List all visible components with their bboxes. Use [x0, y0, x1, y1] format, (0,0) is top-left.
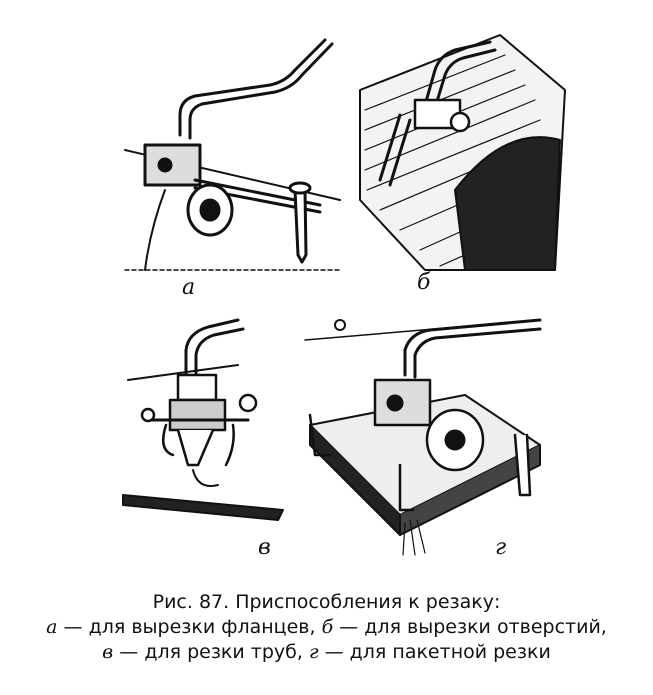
caption-line-2	[0, 640, 653, 665]
caption-text-d: — для пакетной резки	[318, 641, 551, 663]
panel-b-label: б	[417, 270, 431, 295]
stack-cutting-attachment-icon	[295, 305, 550, 575]
caption-letter-a: а	[46, 616, 58, 638]
flange-cutting-attachment-icon	[110, 30, 350, 280]
caption-text-b: — для вырезки отверстий,	[333, 616, 607, 638]
panel-d-label: г	[495, 535, 507, 560]
caption-text-c: — для резки труб,	[113, 641, 309, 663]
panel-c-label: в	[258, 535, 271, 560]
caption-letter-c: в	[102, 641, 114, 663]
hole-cutting-attachment-icon	[355, 30, 570, 280]
panel-d-illustration	[295, 305, 550, 575]
caption-letter-b: б	[321, 616, 334, 638]
caption-text-a: — для вырезки фланцев,	[57, 616, 322, 638]
caption-title: Рис. 87. Приспособления к резаку:	[152, 591, 501, 613]
caption-line-1	[0, 615, 653, 640]
panel-b-illustration	[355, 30, 570, 295]
caption-letter-d: г	[308, 641, 319, 663]
panel-a-label: а	[182, 275, 196, 300]
figure-caption	[0, 590, 653, 665]
panel-c-illustration	[118, 305, 293, 575]
panel-a-illustration	[110, 30, 350, 300]
